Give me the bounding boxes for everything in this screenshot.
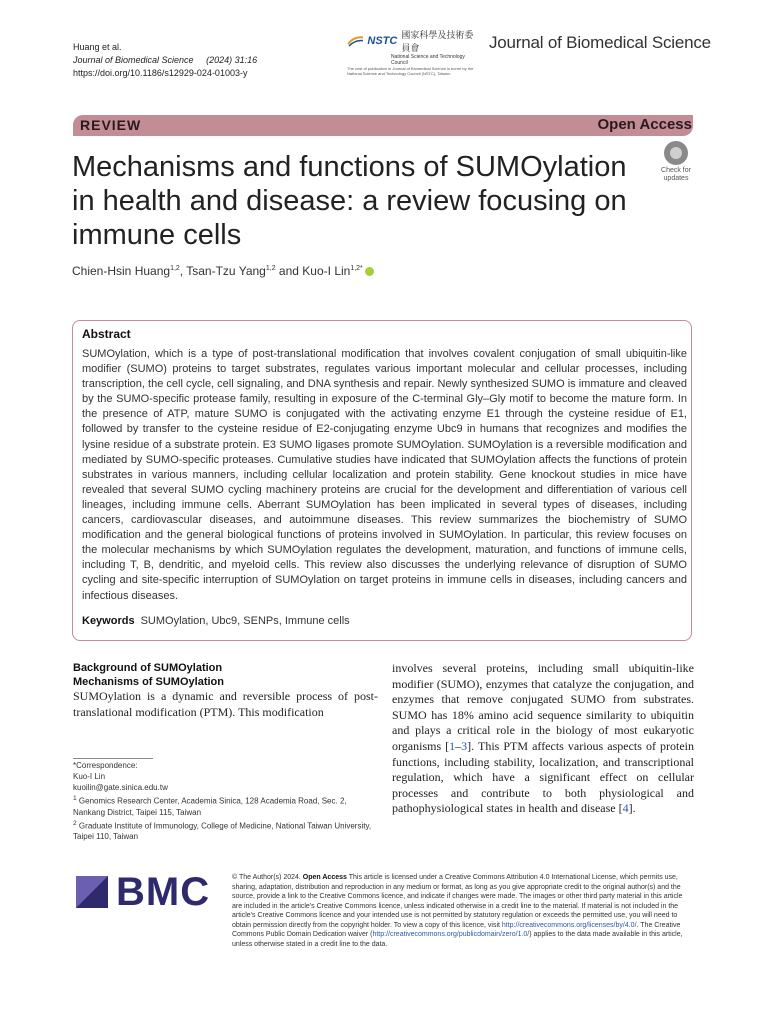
public-domain-link[interactable]: http://creativecommons.org/publicdomain/zero/1.0/	[372, 931, 530, 938]
section-heading: Background of SUMOylation	[73, 662, 223, 674]
license-text	[232, 873, 694, 949]
author-separator: ,	[179, 264, 187, 278]
footnotes	[73, 760, 373, 842]
keywords-text: SUMOylation, Ubc9, SENPs, Immune cells	[140, 615, 350, 627]
nstc-english-name: National Science and Technology Council	[391, 54, 465, 66]
author-name[interactable]: Tsan-Tzu Yang	[186, 264, 266, 278]
author-name[interactable]: Chien-Hsin Huang	[72, 264, 171, 278]
paragraph-text: ]. This PTM affects various aspects of protein functions, including stability, localization, and transcriptional regulation, which have a significant effect on cellular processes and contribute to both physiological and pathophysiological states in health and disease [	[392, 738, 694, 816]
body-paragraph-left: SUMOylation is a dynamic and reversible process of post-translational modification (PTM). This modification	[73, 689, 378, 719]
article-title: Mechanisms and functions of SUMOylation in health and disease: a review focusing on immune cells	[72, 151, 627, 251]
affiliation-1	[73, 793, 373, 818]
affiliation-2	[73, 818, 373, 843]
orcid-icon[interactable]	[365, 267, 374, 276]
affiliation-text: Genomics Research Center, Academia Sinica, 128 Academia Road, Sec. 2, Nankang District, Taipei 115, Taiwan	[73, 796, 347, 817]
nstc-swoosh-icon	[347, 35, 363, 47]
subsection-heading: Mechanisms of SUMOylation	[73, 676, 224, 688]
affiliation-number: 2	[73, 819, 77, 827]
license-link[interactable]: http://creativecommons.org/licenses/by/4.0/	[501, 921, 637, 929]
affiliation-number: 1	[73, 795, 77, 802]
nstc-logo-line	[347, 28, 475, 54]
author-list	[72, 264, 374, 278]
right-column	[392, 661, 694, 817]
check-updates-icon	[664, 141, 688, 165]
abstract-text: SUMOylation, which is a type of post-translational modification that involves covalent conjugation of small ubiquitin-like modifier (SUMO) proteins to target substrates, regulates various important molecular and cellular processes, including transcription, the cell cycle, cell signaling, and DNA synthesis and repair. Newly synthesized SUMO is immature and cleaved by the SUMO-specific protease family, resulting in exposure of the C-terminal Gly–Gly motif to become the mature form. In the presence of ATP, mature SUMO is conjugated with the activating enzyme E1 through the cysteine residue of E1, followed by transfer to the cysteine residue of E2-conjugating enzyme Ubc9 in humans that recognizes and modifies the lysine residue of a substrate protein. E3 SUMO ligases promote SUMOylation. SUMOylation is a reversible modification and mediated by SUMO-specific proteases. Cumulative studies have indicated that SUMOylation affects the functions of protein substrates in various manners, including cellular localization and protein stability. Gene knockout studies in mice have revealed that several SUMO cycling machinery proteins are crucial for the development and differentiation of various cell lineages, including immune cells. Aberrant SUMOylation has been implicated in several types of diseases, including cancers, cardiovascular diseases, and autoimmune diseases. This review summarizes the biochemistry of SUMO modification and the general biological functions of proteins involved in SUMOylation. In particular, this review focuses on the molecular mechanisms by which SUMOylation regulates the development, maturation, and functions of immune cells, including T, B, dendritic, and myeloid cells. This review also discusses the underlying relevance of disruption of SUMO cycling and site-specific interruption of SUMOylation on target proteins in immune cells in diseases, including cancers and infectious diseases.	[82, 348, 687, 602]
paragraph-text: ].	[628, 801, 636, 816]
citation-block	[73, 41, 257, 80]
author-separator: and	[275, 264, 303, 278]
license-body: This article is licensed under a Creative Commons Attribution 4.0 International License, which permits use, sharing, adaptation, distribution and reproduction in any medium or format, as long as you give appropriate credit to the original author(s) and the source, provide a link to the Creative Commons licence, and indicate if changes were made. The images or other third party material in this article are included in the article's Creative Commons licence, unless indicated otherwise in a credit line to the material. If material is not included in the article's Creative Commons licence and your intended use is not permitted by statutory regulation or exceeds the permitted use, you will need to obtain permission directly from the copyright holder. To view a copy of this licence, visit	[232, 874, 683, 929]
journal-title: Journal of Biomedical Science	[489, 33, 711, 52]
citation-volume: (2024) 31:16	[206, 55, 258, 65]
nstc-logo	[347, 28, 475, 76]
check-updates-line1: Check for	[661, 167, 691, 174]
bmc-logo	[76, 870, 216, 916]
left-column	[73, 661, 378, 720]
copyright: © The Author(s) 2024.	[232, 874, 303, 881]
bmc-logo-text: BMC	[116, 870, 211, 914]
nstc-mark: NSTC	[367, 35, 398, 47]
license-body: ) applies to the data made available in this article, unless otherwise stated in a credit line to the data.	[232, 931, 683, 948]
affiliation-text: Graduate Institute of Immunology, College of Medicine, National Taiwan University, Taipei 110, Taiwan	[73, 821, 372, 842]
citation-journal: Journal of Biomedical Science	[73, 55, 194, 65]
reference-dash: –	[455, 738, 462, 753]
reference-link[interactable]: 4	[622, 801, 629, 816]
keywords-label: Keywords	[82, 615, 135, 627]
correspondence-label: *Correspondence:	[73, 761, 138, 770]
license-open-access: Open Access	[302, 874, 347, 881]
nstc-note: The cost of publication in Journal of Biomedical Science is borne by the National Science and Technology Council (NSTC), Taiwan.	[347, 66, 474, 76]
keywords-line	[82, 615, 350, 627]
citation-journal-line	[73, 54, 257, 67]
abstract-heading: Abstract	[82, 327, 131, 341]
footnote-rule	[73, 758, 153, 759]
nstc-chinese-name: 國家科學及技術委員會	[401, 30, 474, 53]
reference-link[interactable]: 1	[449, 738, 456, 753]
correspondence-email[interactable]: kuoilin@gate.sinica.edu.tw	[73, 783, 168, 792]
author-name[interactable]: Kuo-I Lin	[302, 264, 351, 278]
body-paragraph-right	[392, 661, 694, 817]
correspondence-name: Kuo-I Lin	[73, 772, 106, 781]
license-body: . The Creative Commons Public Domain Dedication waiver (	[232, 921, 681, 938]
citation-authors: Huang et al.	[73, 42, 122, 52]
author-affiliation: 1,2*	[350, 265, 363, 272]
paragraph-text: involves several proteins, including small ubiquitin-like modifier (SUMO), enzymes that catalyze the conjugation, and enzymes that remove conjugated SUMO from substrates. SUMO has 18% amino acid sequence similarity to ubiquitin and plays a critical role in the biology of most eukaryotic organisms [	[392, 661, 694, 753]
reference-link[interactable]: 3	[461, 738, 468, 753]
citation-doi-link[interactable]: https://doi.org/10.1186/s12929-024-01003-y	[73, 68, 248, 78]
article-type-label: REVIEW	[80, 117, 142, 133]
open-access-label: Open Access	[597, 116, 692, 133]
bmc-mark-icon	[76, 876, 108, 908]
author-affiliation: 1,2	[265, 265, 276, 272]
check-updates-line2: updates	[663, 175, 689, 182]
check-for-updates-button[interactable]	[654, 141, 698, 183]
author-affiliation: 1,2	[170, 265, 180, 272]
